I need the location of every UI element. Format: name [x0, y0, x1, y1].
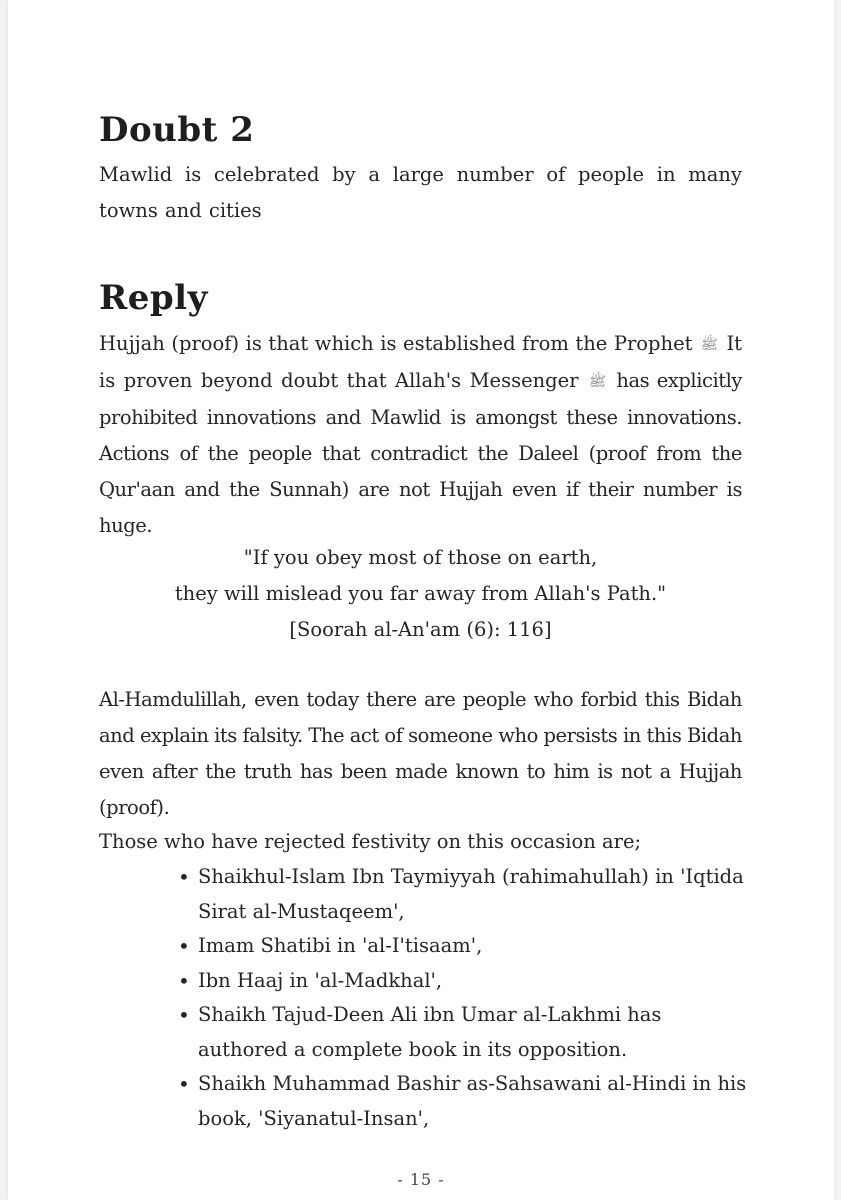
list-item: • Shaikh Muhammad Bashir as-Sahsawani al-Hindi in his book, 'Siyanatul-Insan', [176, 1067, 756, 1136]
reply-text-part-2: It is proven beyond doubt that Allah's Messenger [99, 332, 742, 392]
quote-reference: [Soorah al-An'am (6): 116] [289, 618, 552, 641]
bullet-icon: • [178, 934, 190, 958]
bullet-icon: • [178, 1003, 190, 1027]
list-item: • Imam Shatibi in 'al-I'tisaam', [176, 929, 756, 964]
document-page [8, 0, 834, 1200]
list-item: • Shaikhul-Islam Ibn Taymiyyah (rahimahullah) in 'Iqtida Sirat al-Mustaqeem', [176, 860, 756, 929]
bullet-icon: • [178, 968, 190, 993]
quote-line-1: "If you obey most of those on earth, [243, 546, 598, 569]
paragraph-bidah: Al-Hamdulillah, even today there are people who forbid this Bidah and explain its falsity. The act of someone who persists in this Bidah even after the truth has been made known to him is not a Hujjah (proof). [99, 688, 742, 819]
scholars-list [176, 860, 756, 1136]
list-item: • Ibn Haaj in 'al-Madkhal', [176, 964, 756, 999]
pbuh-icon: ﷺ [701, 337, 718, 353]
reply-text [99, 326, 742, 544]
doubt-heading: Doubt 2 [99, 110, 255, 150]
bullet-icon: • [178, 1072, 190, 1096]
list-item: • Shaikh Tajud-Deen Ali ibn Umar al-Lakhmi has authored a complete book in its opposition. [176, 998, 756, 1067]
bullet-icon: • [178, 865, 190, 889]
doubt-text: Mawlid is celebrated by a large number of people in many towns and cities [99, 163, 742, 222]
reply-text-part-1: Hujjah (proof) is that which is established from the Prophet [99, 332, 693, 355]
quran-quote [99, 540, 742, 648]
reply-text-part-3: has explicitly prohibited innovations and Mawlid is amongst these innovations. Actions of the people that contradict the Daleel (proof from the Qur'aan and the Sunnah) are not Hujjah even if their number is huge. [99, 369, 742, 537]
reply-heading: Reply [99, 278, 208, 318]
page-number: - 15 - [397, 1170, 445, 1189]
quote-line-2: they will mislead you far away from Allah's Path." [174, 582, 667, 605]
pbuh-icon: ﷺ [589, 374, 606, 390]
paragraph-rejecters-intro: Those who have rejected festivity on this occasion are; [99, 830, 642, 853]
